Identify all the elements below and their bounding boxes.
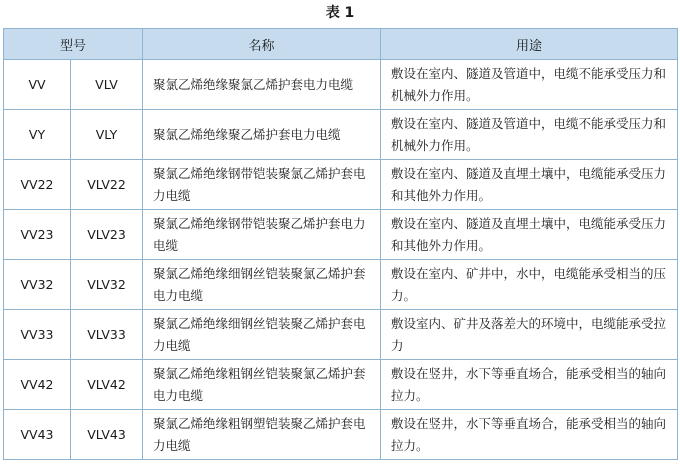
model-copper: VV43 [4,410,71,460]
cable-usage: 敷设在室内、隧道及管道中，电缆不能承受压力和机械外力作用。 [381,60,678,110]
table-row [4,160,678,210]
model-aluminum: VLV22 [71,160,143,210]
model-aluminum: VLV23 [71,210,143,260]
cable-name: 聚氯乙烯绝缘钢带铠装聚乙烯护套电力电缆 [143,210,381,260]
model-copper: VV [4,60,71,110]
model-copper: VV22 [4,160,71,210]
header-name: 名称 [143,29,381,60]
header-row [4,29,678,60]
table-row [4,360,678,410]
model-copper: VV32 [4,260,71,310]
model-aluminum: VLY [71,110,143,160]
model-copper: VY [4,110,71,160]
model-aluminum: VLV [71,60,143,110]
cable-name: 聚氯乙烯绝缘聚乙烯护套电力电缆 [143,110,381,160]
cable-usage: 敷设在室内、隧道及直埋土壤中，电缆能承受压力和其他外力作用。 [381,210,678,260]
table-row [4,60,678,110]
model-aluminum: VLV33 [71,310,143,360]
cable-usage: 敷设在竖井，水下等垂直场合，能承受相当的轴向拉力。 [381,410,678,460]
table-row [4,410,678,460]
table-row [4,210,678,260]
cable-usage: 敷设在室内、隧道及管道中，电缆不能承受压力和机械外力作用。 [381,110,678,160]
cable-spec-table [3,28,678,460]
cable-name: 聚氯乙烯绝缘粗钢塑铠装聚乙烯护套电力电缆 [143,410,381,460]
model-aluminum: VLV42 [71,360,143,410]
table-caption: 表 1 [325,5,355,21]
cable-usage: 敷设在室内、隧道及直埋土壤中，电缆能承受压力和其他外力作用。 [381,160,678,210]
model-aluminum: VLV32 [71,260,143,310]
table-row [4,310,678,360]
table-row [4,260,678,310]
cable-name: 聚氯乙烯绝缘粗钢丝铠装聚氯乙烯护套电力电缆 [143,360,381,410]
header-usage: 用途 [381,29,678,60]
cable-name: 聚氯乙烯绝缘聚氯乙烯护套电力电缆 [143,60,381,110]
cable-name: 聚氯乙烯绝缘细钢丝铠装聚氯乙烯护套电力电缆 [143,260,381,310]
cable-name: 聚氯乙烯绝缘钢带铠装聚氯乙烯护套电力电缆 [143,160,381,210]
header-model: 型号 [4,29,143,60]
cable-usage: 敷设在室内、矿井中，水中，电缆能承受相当的压力。 [381,260,678,310]
model-copper: VV33 [4,310,71,360]
cable-usage: 敷设在竖井，水下等垂直场合，能承受相当的轴向拉力。 [381,360,678,410]
model-copper: VV42 [4,360,71,410]
cable-usage: 敷设室内、矿井及落差大的环境中，电缆能承受拉力 [381,310,678,360]
cable-name: 聚氯乙烯绝缘细钢丝铠装聚乙烯护套电力电缆 [143,310,381,360]
model-copper: VV23 [4,210,71,260]
model-aluminum: VLV43 [71,410,143,460]
table-row [4,110,678,160]
